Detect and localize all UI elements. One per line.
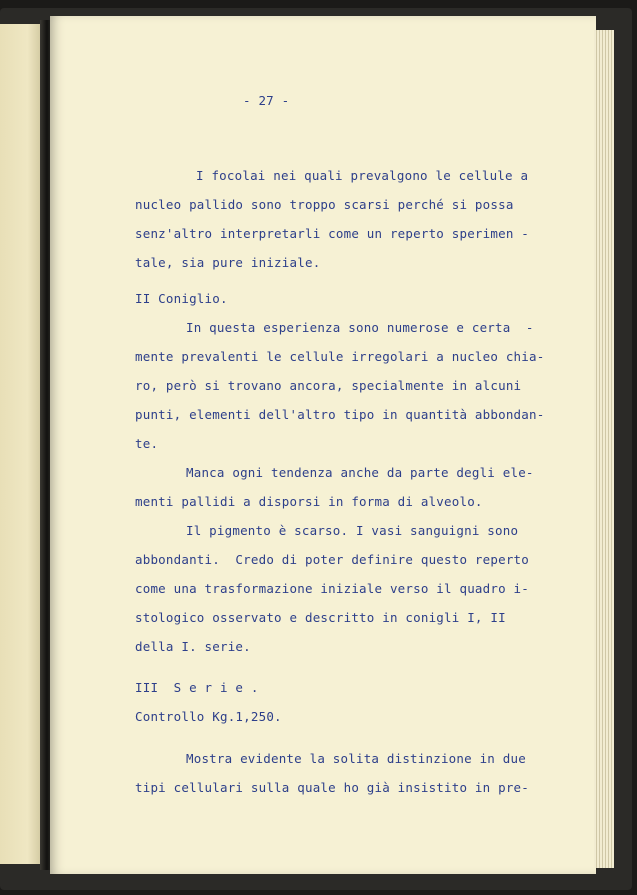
section-heading: II Coniglio. bbox=[135, 291, 228, 306]
text-line: Manca ogni tendenza anche da parte degli ele- bbox=[186, 465, 534, 480]
text-line: della I. serie. bbox=[135, 639, 251, 654]
text-line: In questa esperienza sono numerose e certa - bbox=[186, 320, 534, 335]
text-line: punti, elementi dell'altro tipo in quantità abbondan- bbox=[135, 407, 545, 422]
text-line: I focolai nei quali prevalgono le cellule a bbox=[196, 168, 529, 183]
text-line: te. bbox=[135, 436, 159, 451]
page-number: - 27 - bbox=[243, 93, 290, 108]
text-line: menti pallidi a disporsi in forma di alveolo. bbox=[135, 494, 483, 509]
text-line: Mostra evidente la solita distinzione in due bbox=[186, 751, 526, 766]
text-line: tipi cellulari sulla quale ho già insistito in pre- bbox=[135, 780, 530, 795]
text-line: stologico osservato e descritto in conigli I, II bbox=[135, 610, 506, 625]
text-line: Controllo Kg.1,250. bbox=[135, 709, 282, 724]
text-line: mente prevalenti le cellule irregolari a nucleo chia- bbox=[135, 349, 545, 364]
text-line: nucleo pallido sono troppo scarsi perché si possa bbox=[135, 197, 514, 212]
text-line: Il pigmento è scarso. I vasi sanguigni sono bbox=[186, 523, 519, 538]
text-line: senz'altro interpretarli come un reperto sperimen - bbox=[135, 226, 530, 241]
section-heading: III S e r i e . bbox=[135, 680, 259, 695]
text-line: tale, sia pure iniziale. bbox=[135, 255, 321, 270]
text-line: ro, però si trovano ancora, specialmente in alcuni bbox=[135, 378, 522, 393]
text-line: come una trasformazione iniziale verso il quadro i- bbox=[135, 581, 530, 596]
text-line: abbondanti. Credo di poter definire questo reperto bbox=[135, 552, 530, 567]
